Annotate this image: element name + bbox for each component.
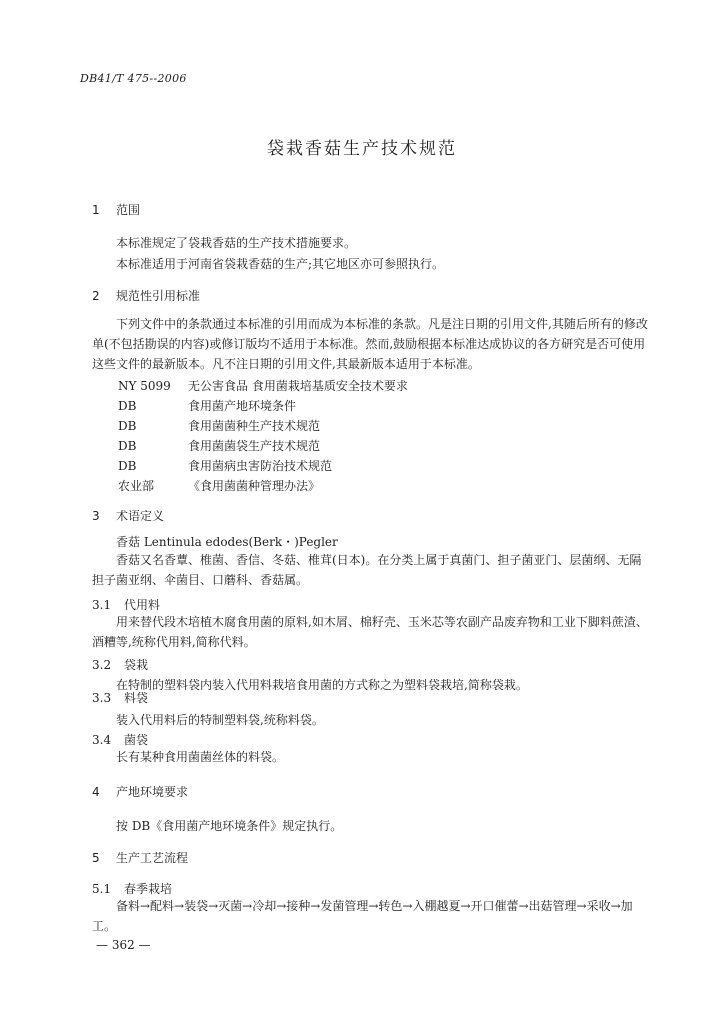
subsection-3-4-text: 长有某种食用菌菌丝体的料袋。 <box>116 750 285 764</box>
reference-row <box>118 377 408 394</box>
section-title: 产地环境要求 <box>116 785 189 799</box>
subsection-3-1-heading <box>92 596 160 613</box>
subsection-number: 3.4 <box>92 733 112 747</box>
subsection-3-2-text: 在特制的塑料袋内装入代用料栽培食用菌的方式称之为塑料袋栽培,简称袋栽。 <box>116 678 528 692</box>
subsection-title: 春季栽培 <box>124 882 173 896</box>
subsection-number: 5.1 <box>92 882 112 896</box>
section-1-line-2: 本标准适用于河南省袋栽香菇的生产;其它地区亦可参照执行。 <box>116 257 445 271</box>
reference-title: 无公害食品 食用菌栽培基质安全技术要求 <box>188 379 408 393</box>
section-5-heading <box>92 849 188 866</box>
section-4-text: 按 DB《食用菌产地环境条件》规定执行。 <box>116 819 343 833</box>
section-title: 生产工艺流程 <box>116 851 189 865</box>
document-title: 袋栽香菇生产技术规范 <box>267 139 457 159</box>
subsection-3-4-heading <box>92 731 148 748</box>
subsection-number: 3.2 <box>92 658 112 672</box>
reference-row <box>118 437 320 454</box>
latin-name-line: 香菇 Lentinula edodes(Berk・)Pegler <box>116 535 338 549</box>
reference-code: DB <box>118 399 137 413</box>
reference-code: DB <box>118 419 137 433</box>
section-1-line-1: 本标准规定了袋栽香菇的生产技术措施要求。 <box>116 236 357 250</box>
subsection-title: 菌袋 <box>124 733 149 747</box>
subsection-title: 料袋 <box>124 691 149 705</box>
section-number: 4 <box>92 785 100 799</box>
subsection-3-3-heading <box>92 689 148 706</box>
reference-code: NY 5099 <box>118 379 171 393</box>
subsection-number: 3.3 <box>92 691 112 705</box>
subsection-number: 3.1 <box>92 598 112 612</box>
document-code: DB41/T 475--2006 <box>80 72 187 85</box>
reference-title: 《食用菌菌种管理办法》 <box>188 479 321 493</box>
subsection-3-1-text: 用来替代段木培植木腐食用菌的原料,如木屑、棉籽壳、玉米芯等农副产品废弃物和工业下脚料蔗渣、酒糟等,统称代用料,简称代料。 <box>92 615 648 649</box>
reference-title: 食用菌产地环境条件 <box>188 399 297 413</box>
section-1-heading <box>92 201 140 218</box>
section-number: 5 <box>92 851 100 865</box>
reference-code: DB <box>118 459 137 473</box>
reference-code: DB <box>118 439 137 453</box>
section-title: 范围 <box>116 203 141 217</box>
reference-row <box>118 457 332 474</box>
section-title: 规范性引用标准 <box>116 289 201 303</box>
subsection-title: 袋栽 <box>124 658 149 672</box>
section-2-heading <box>92 287 200 304</box>
reference-title: 食用菌菌种生产技术规范 <box>188 419 321 433</box>
section-number: 3 <box>92 509 100 523</box>
section-number: 1 <box>92 203 100 217</box>
reference-row <box>118 477 320 494</box>
section-number: 2 <box>92 289 100 303</box>
section-4-heading <box>92 783 188 800</box>
section-title: 术语定义 <box>116 509 165 523</box>
subsection-title: 代用料 <box>124 598 161 612</box>
subsection-5-1-heading <box>92 880 172 897</box>
reference-code: 农业部 <box>118 479 155 493</box>
reference-row <box>118 417 320 434</box>
page-number: — 362 — <box>96 938 151 952</box>
subsection-3-2-heading <box>92 656 148 673</box>
section-2-paragraph: 下列文件中的条款通过本标准的引用而成为本标准的条款。凡是注日期的引用文件,其随后所有的修改单(不包括勘误的内容)或修订版均不适用于本标准。然而,鼓励根据本标准达成协议的各方研究是否可使用这些文件的最新版本。凡不注日期的引用文件,其最新版本适用于本标准。 <box>92 317 648 371</box>
section-5-1-process-flow: 备料→配料→装袋→灭菌→冷却→接种→发菌管理→转色→入棚越夏→开口催蕾→出菇管理→采收→加工。 <box>92 899 633 933</box>
reference-title: 食用菌菌袋生产技术规范 <box>188 439 321 453</box>
subsection-3-3-text: 装入代用料后的特制塑料袋,统称料袋。 <box>116 713 324 727</box>
reference-row <box>118 397 296 414</box>
section-3-paragraph: 香菇又名香蕈、椎菌、香信、冬菇、椎茸(日本)。在分类上属于真菌门、担子菌亚门、层菌纲、无隔担子菌亚纲、伞菌目、口蘑科、香菇属。 <box>92 553 642 587</box>
section-3-heading <box>92 507 164 524</box>
reference-title: 食用菌病虫害防治技术规范 <box>188 459 333 473</box>
